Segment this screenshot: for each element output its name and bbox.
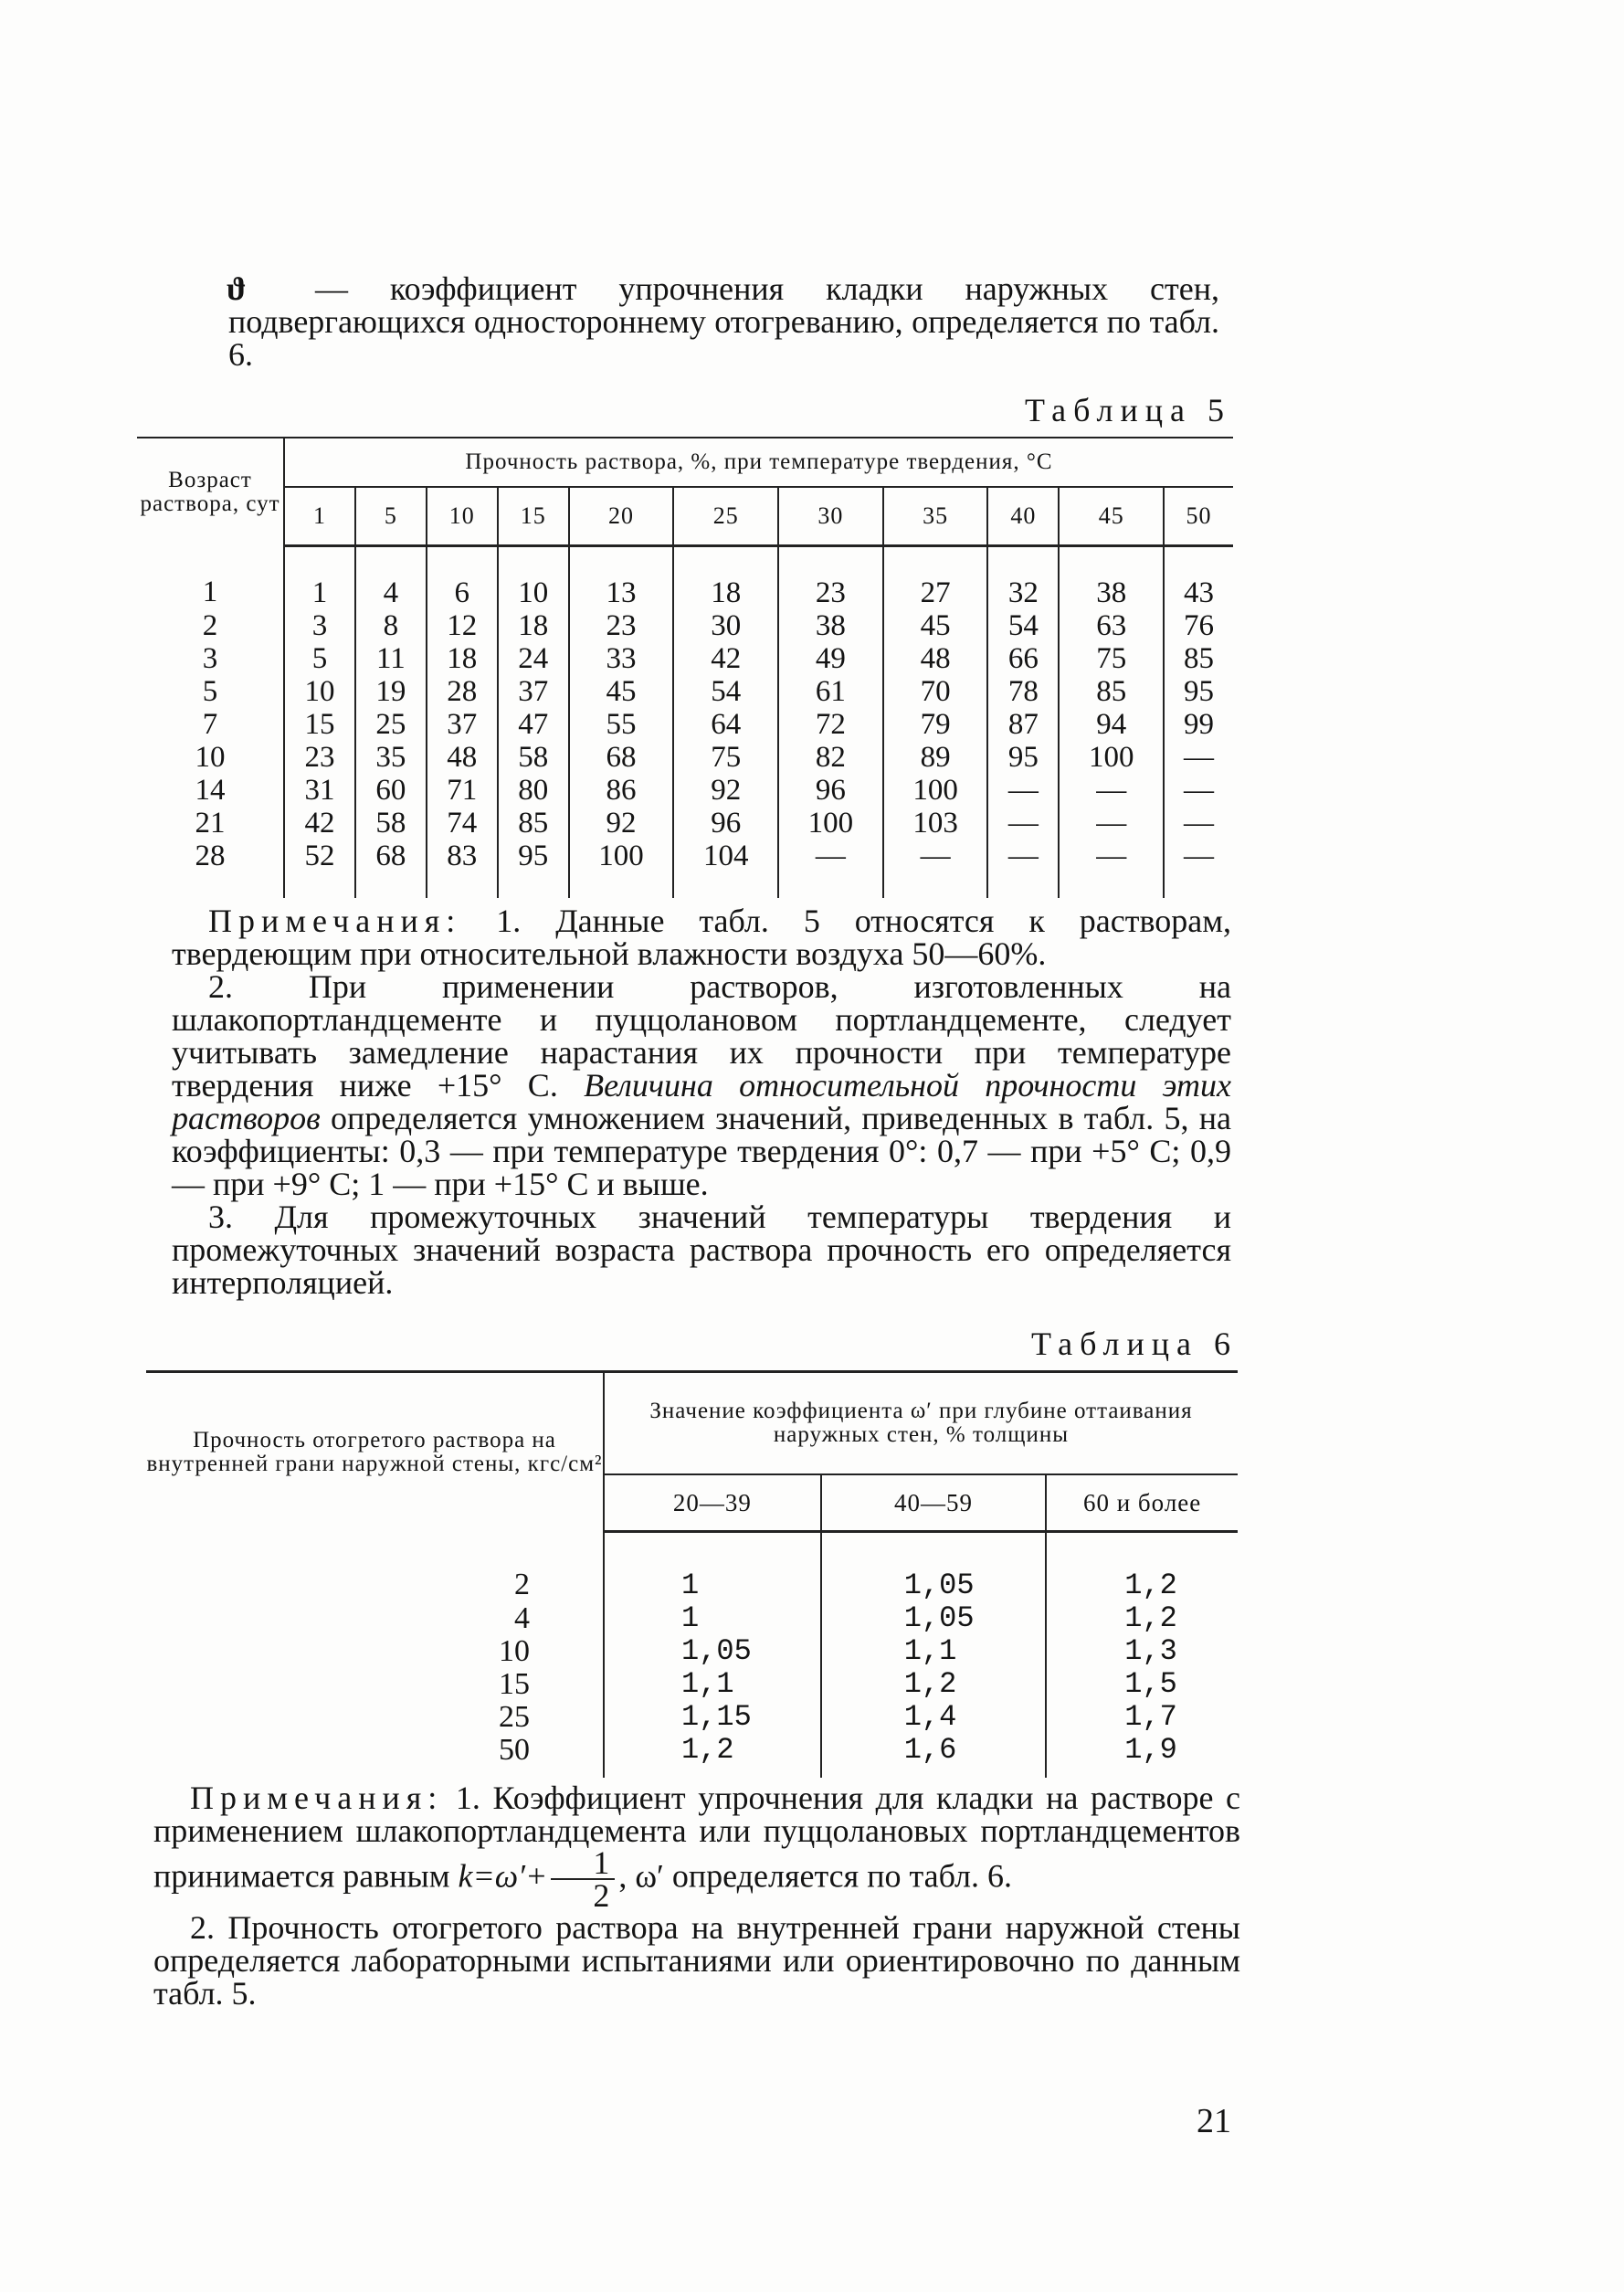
table5-value-cell: 92 [569, 807, 674, 840]
table5-value-cell: — [1059, 807, 1164, 840]
table5-value-cell: 13 [569, 546, 674, 610]
table5-value-cell: 82 [778, 741, 883, 774]
table5-value-cell: 103 [883, 807, 988, 840]
table6-coefficient-cell: 1,15 [604, 1701, 821, 1734]
table5-age-cell: 5 [202, 675, 218, 708]
table-row [137, 675, 1233, 708]
theta-symbol: ϑ [227, 270, 247, 307]
table5-value-cell: 15 [284, 708, 355, 741]
table-row [137, 708, 1233, 741]
table5-value-cell: 32 [987, 546, 1059, 610]
table5-value-cell: 85 [1164, 642, 1233, 675]
table5-value-cell: 75 [673, 741, 778, 774]
notes-label: Примечания: [190, 1780, 444, 1816]
note5-1: Примечания: 1. Данные табл. 5 относятся к растворам, твердеющим при относительной влажности воздуха 50—60%. [172, 903, 1231, 972]
table5-value-cell: 100 [883, 774, 988, 807]
table5-value-cell: 52 [284, 840, 355, 898]
table5-value-cell: 96 [778, 774, 883, 807]
table5-value-cell: 74 [427, 807, 498, 840]
table5-value-cell: 4 [355, 546, 427, 610]
table5-value-cell: 100 [1059, 741, 1164, 774]
table5-value-cell: 86 [569, 774, 674, 807]
table5-value-cell: 54 [673, 675, 778, 708]
table5-value-cell: 104 [673, 840, 778, 898]
table5-value-cell: 18 [673, 546, 778, 610]
table5-value-cell: 8 [355, 609, 427, 642]
table5-age-cell: 14 [195, 774, 226, 807]
table6-strength-cell: 4 [146, 1602, 604, 1635]
table6-strength-cell: 50 [146, 1734, 604, 1778]
intro-paragraph [228, 272, 1219, 371]
table6-strength-cell: 10 [146, 1635, 604, 1668]
table5-value-cell: 94 [1059, 708, 1164, 741]
table-row [137, 774, 1233, 807]
table6-coefficient-cell: 1,05 [821, 1602, 1047, 1635]
table6-coefficient-cell: 1,3 [1124, 1634, 1177, 1668]
table5-value-cell: 95 [1164, 675, 1233, 708]
table-row [146, 1668, 1238, 1701]
table5-value-cell: 75 [1059, 642, 1164, 675]
table5-value-cell: 89 [883, 741, 988, 774]
table6-coefficient-cell: 1,1 [821, 1635, 1047, 1668]
table5-temperature-header: 35 [883, 487, 988, 546]
table5-value-cell: 37 [427, 708, 498, 741]
table5 [137, 437, 1233, 898]
table-row [146, 1734, 1238, 1778]
table5-value-cell: 12 [427, 609, 498, 642]
table5-notes [172, 904, 1231, 1299]
table6-coefficient-cell: 1,2 [1124, 1568, 1177, 1602]
notes-label: Примечания: [208, 903, 462, 939]
table5-value-cell: — [883, 840, 988, 898]
table5-value-cell: 3 [284, 609, 355, 642]
table6-subheader: 40—59 [821, 1474, 1047, 1532]
table-row [146, 1602, 1238, 1635]
table5-value-cell: 100 [569, 840, 674, 898]
formula: k=ω′+ [458, 1857, 548, 1895]
table5-temperature-header: 20 [569, 487, 674, 546]
table-row [137, 609, 1233, 642]
table5-value-cell: 45 [569, 675, 674, 708]
table6-strength-cell: 25 [146, 1701, 604, 1734]
table-row [137, 840, 1233, 898]
note6-2: 2. Прочность отогретого раствора на внутренней грани наружной стены определяется лабораторными испытаниями или ориентировочно по данным табл. 5. [153, 1909, 1240, 2012]
table-row [146, 1635, 1238, 1668]
table5-value-cell: 100 [778, 807, 883, 840]
table5-temperature-header: 15 [498, 487, 569, 546]
table5-temperature-header: 45 [1059, 487, 1164, 546]
table5-value-cell: — [987, 840, 1059, 898]
table5-value-cell: 80 [498, 774, 569, 807]
table5-value-cell: 58 [355, 807, 427, 840]
table6-coefficient-cell: 1,2 [1124, 1601, 1177, 1635]
table5-temperature-header: 50 [1164, 487, 1233, 546]
table5-value-cell: — [778, 840, 883, 898]
table5-value-cell: 85 [1059, 675, 1164, 708]
table5-value-cell: 60 [355, 774, 427, 807]
table5-value-cell: 76 [1164, 609, 1233, 642]
table5-value-cell: 28 [427, 675, 498, 708]
table6-coefficient-cell: 1,9 [1124, 1733, 1177, 1767]
table5-value-cell: 54 [987, 609, 1059, 642]
table5-value-cell: 11 [355, 642, 427, 675]
table5-strength-header: Прочность раствора, %, при температуре твердения, °С [284, 438, 1233, 487]
table5-value-cell: — [1164, 741, 1233, 774]
note6-1: Примечания: 1. Коэффициент упрочнения для кладки на растворе с применением шлакопортландцемента или пуццолановых портландцементов принимается равным k=ω′+ $\frac{1}{2}$ , ω′ определяется по табл. 6. [153, 1780, 1241, 1914]
table6-coefficient-cell: 1,6 [821, 1734, 1047, 1778]
table5-value-cell: 79 [883, 708, 988, 741]
table5-value-cell: 5 [284, 642, 355, 675]
table5-value-cell: 42 [284, 807, 355, 840]
table5-value-cell: 70 [883, 675, 988, 708]
note5-3: 3. Для промежуточных значений температуры твердения и промежуточных значений возраста раствора прочность его определяется интерполяцией. [172, 1199, 1231, 1301]
table-row [146, 1532, 1238, 1603]
note5-2: 2. При применении растворов, изготовленных на шлакопортландцементе и пуццолановом портландцементе, следует учитывать замедление нарастания их прочности при температуре твердения ниже +15° С. Величина относительной прочности этих растворов определяется умножением значений, приведенных в табл. 5, на коэффициенты: 0,3 — при температуре твердения 0°: 0,7 — при +5° С; 0,9 — при +9° С; 1 — при +15° С и выше. [172, 968, 1231, 1202]
table6-strength-cell: 15 [146, 1668, 604, 1701]
table5-value-cell: 42 [673, 642, 778, 675]
table-row [137, 642, 1233, 675]
table5-age-cell: 2 [202, 609, 218, 642]
table6-coefficient-cell: 1,05 [821, 1532, 1047, 1603]
table6-coefficient-header: Значение коэффициента ω′ при глубине оттаивания наружных стен, % толщины [604, 1372, 1238, 1475]
table5-value-cell: 61 [778, 675, 883, 708]
table6-coefficient-cell: 1,5 [1124, 1667, 1177, 1701]
table5-temperature-header: 1 [284, 487, 355, 546]
table-row [137, 546, 1233, 610]
table5-value-cell: 25 [355, 708, 427, 741]
fraction: $\frac{1}{2}$ [551, 1847, 615, 1911]
table6 [146, 1370, 1238, 1778]
table5-value-cell: 24 [498, 642, 569, 675]
table5-value-cell: 19 [355, 675, 427, 708]
table5-value-cell: 10 [498, 546, 569, 610]
table5-value-cell: 58 [498, 741, 569, 774]
table5-value-cell: — [1164, 807, 1233, 840]
table5-value-cell: 63 [1059, 609, 1164, 642]
table5-temperature-header: 30 [778, 487, 883, 546]
table-row [137, 807, 1233, 840]
table5-value-cell: 99 [1164, 708, 1233, 741]
table5-value-cell: — [1164, 774, 1233, 807]
table5-age-cell: 7 [202, 708, 218, 741]
table5-value-cell: 45 [883, 609, 988, 642]
table6-coefficient-cell: 1 [604, 1532, 821, 1603]
table5-value-cell: 85 [498, 807, 569, 840]
table5-value-cell: 23 [569, 609, 674, 642]
table5-value-cell: 72 [778, 708, 883, 741]
table5-age-cell: 28 [195, 840, 226, 872]
table5-value-cell: 92 [673, 774, 778, 807]
table5-value-cell: 48 [427, 741, 498, 774]
table-row [137, 741, 1233, 774]
table5-value-cell: 55 [569, 708, 674, 741]
table5-value-cell: 64 [673, 708, 778, 741]
table5-temperature-header: 25 [673, 487, 778, 546]
table6-strength-header: Прочность отогретого раствора на внутренней грани наружной стены, кгс/см² [146, 1372, 604, 1532]
table5-value-cell: 37 [498, 675, 569, 708]
table5-temperature-header: 40 [987, 487, 1059, 546]
table5-value-cell: 95 [498, 840, 569, 898]
table5-value-cell: 71 [427, 774, 498, 807]
table6-subheader: 20—39 [604, 1474, 821, 1532]
table5-value-cell: 49 [778, 642, 883, 675]
table5-age-cell: 21 [195, 807, 226, 840]
table5-value-cell: 31 [284, 774, 355, 807]
table5-value-cell: 48 [883, 642, 988, 675]
table6-coefficient-cell: 1,05 [604, 1635, 821, 1668]
table5-value-cell: 96 [673, 807, 778, 840]
table6-coefficient-cell: 1 [604, 1602, 821, 1635]
table5-value-cell: — [987, 807, 1059, 840]
table5-temperature-header: 5 [355, 487, 427, 546]
table5-value-cell: 23 [778, 546, 883, 610]
intro-text: — коэффициент упрочнения кладки наружных стен, подвергающихся одностороннему отогреванию, определяется по табл. 6. [228, 270, 1219, 373]
table5-value-cell: 47 [498, 708, 569, 741]
table5-caption: Таблица 5 [1025, 392, 1231, 428]
table5-value-cell: 35 [355, 741, 427, 774]
table5-value-cell: — [1059, 840, 1164, 898]
page-number: 21 [1197, 2102, 1231, 2140]
table5-value-cell: 23 [284, 741, 355, 774]
table5-value-cell: 18 [498, 609, 569, 642]
table6-coefficient-cell: 1,1 [604, 1668, 821, 1701]
table5-value-cell: 83 [427, 840, 498, 898]
table5-value-cell: 1 [284, 546, 355, 610]
table6-subheader: 60 и более [1046, 1474, 1238, 1532]
table6-coefficient-cell: 1,2 [604, 1734, 821, 1778]
table5-age-cell: 3 [202, 642, 218, 675]
table5-value-cell: 87 [987, 708, 1059, 741]
table-row [146, 1701, 1238, 1734]
table5-value-cell: 95 [987, 741, 1059, 774]
table5-value-cell: 66 [987, 642, 1059, 675]
table5-value-cell: 38 [778, 609, 883, 642]
table5-value-cell: — [1164, 840, 1233, 898]
table5-value-cell: — [1059, 774, 1164, 807]
table5-value-cell: 38 [1059, 546, 1164, 610]
table5-value-cell: 43 [1164, 546, 1233, 610]
table5-value-cell: 68 [355, 840, 427, 898]
table5-temperature-header: 10 [427, 487, 498, 546]
table5-value-cell: 10 [284, 675, 355, 708]
table5-value-cell: 78 [987, 675, 1059, 708]
table6-coefficient-cell: 1,4 [821, 1701, 1047, 1734]
table5-value-cell: 6 [427, 546, 498, 610]
table5-age-cell: 10 [195, 741, 226, 774]
table5-value-cell: 30 [673, 609, 778, 642]
table5-value-cell: 33 [569, 642, 674, 675]
table5-age-cell: 1 [202, 575, 218, 608]
table5-value-cell: — [987, 774, 1059, 807]
table5-value-cell: 27 [883, 546, 988, 610]
table6-coefficient-cell: 1,7 [1124, 1700, 1177, 1734]
table5-value-cell: 18 [427, 642, 498, 675]
table5-value-cell: 68 [569, 741, 674, 774]
table6-coefficient-cell: 1,2 [821, 1668, 1047, 1701]
table5-age-header: Возраст раствора, сут [137, 438, 284, 546]
table6-caption: Таблица 6 [1031, 1326, 1238, 1362]
table6-strength-cell: 2 [146, 1532, 604, 1603]
table6-notes [153, 1781, 1240, 2010]
